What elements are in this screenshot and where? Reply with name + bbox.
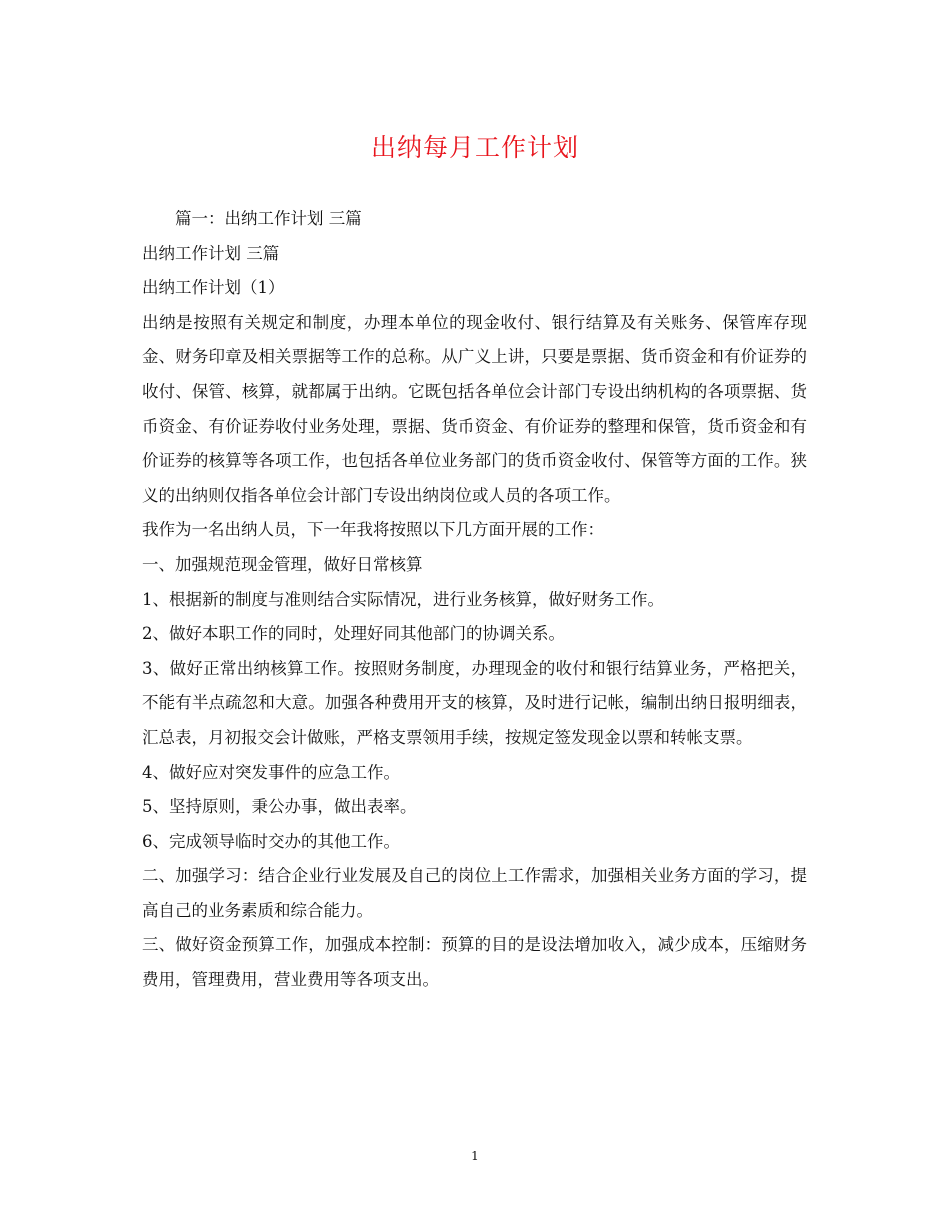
page-number: 1 [471, 1149, 479, 1163]
list-item: 5、坚持原则，秉公办事，做出表率。 [142, 797, 417, 817]
document-body [142, 202, 807, 998]
section-heading: 篇一：出纳工作计划 三篇 [175, 209, 362, 228]
list-item: 1、根据新的制度与准则结合实际情况，进行业务核算，做好财务工作。 [142, 589, 664, 609]
list-heading: 二、加强学习：结合企业行业发展及自己的岗位上工作需求，加强相关业务方面的学习，提高自己的业务素质和综合能力。 [142, 866, 807, 920]
paragraph: 我作为一名出纳人员，下一年我将按照以下几方面开展的工作： [142, 520, 604, 540]
list-heading: 三、做好资金预算工作，加强成本控制：预算的目的是设法增加收入，减少成本，压缩财务费用，管理费用，营业费用等各项支出。 [142, 935, 807, 990]
list-item: 4、做好应对突发事件的应急工作。 [142, 762, 400, 782]
paragraph: 出纳是按照有关规定和制度，办理本单位的现金收付、银行结算及有关账务、保管库存现金、财务印章及相关票据等工作的总称。从广义上讲，只要是票据、货币资金和有价证券的收付、保管、核算，就都属于出纳。它既包括各单位会计部门专设出纳机构的各项票据、货币资金、有价证券收付业务处理，票据、货币资金、有价证券的整理和保管，货币资金和有价证券的核算等各项工作，也包括各单位业务部门的货币资金收付、保管等方面的工作。狭义的出纳则仅指各单位会计部门专设出纳岗位或人员的各项工作。 [142, 312, 807, 505]
list-item: 2、做好本职工作的同时，处理好同其他部门的协调关系。 [142, 624, 565, 644]
subheading: 出纳工作计划（1） [142, 278, 285, 298]
list-item: 6、完成领导临时交办的其他工作。 [142, 831, 400, 851]
subheading: 出纳工作计划 三篇 [142, 243, 280, 263]
list-heading: 一、加强规范现金管理，做好日常核算 [142, 554, 423, 574]
document-title: 出纳每月工作计划 [370, 133, 579, 162]
list-item: 3、做好正常出纳核算工作。按照财务制度，办理现金的收付和银行结算业务，严格把关，不能有半点疏忽和大意。加强各种费用开支的核算，及时进行记帐，编制出纳日报明细表，汇总表，月初报交会计做账，严格支票领用手续，按规定签发现金以票和转帐支票。 [142, 658, 807, 747]
